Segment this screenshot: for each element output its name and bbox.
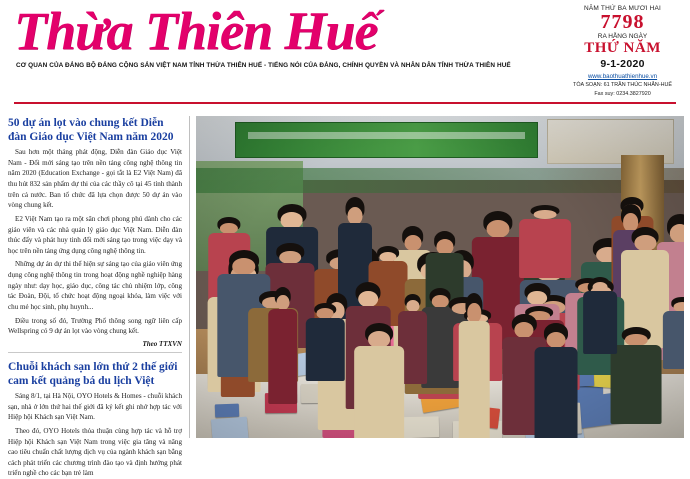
masthead-right: [563, 4, 682, 98]
person-torso: [519, 219, 571, 278]
crowd-person: [535, 323, 578, 438]
person-torso: [583, 291, 617, 354]
person-torso: [535, 347, 578, 438]
person-torso: [459, 321, 490, 438]
expo-crowd-photo: [196, 116, 684, 438]
article-1-paragraph-1: Sau hơn một tháng phát động, Diễn đàn Giáo dục Việt Nam - Đổi mới sáng tạo trên nền tảng công nghệ thông tin năm 2020 (Education Exchange - gọi tắt là E2 Việt Nam) đã thu hút 832 sản phẩm dự thi của các thầy cô tại 45 tỉnh thành trên cả nước. Ban tổ chức đã lựa chọn được 50 dự án vào vòng chung kết.: [8, 148, 182, 210]
article-divider: [8, 352, 182, 353]
article-column: [8, 116, 190, 478]
page-title: Thừa Thiên Huế: [14, 1, 378, 61]
person-head: [670, 224, 684, 243]
person-head: [276, 295, 289, 310]
crowd-person: [663, 297, 684, 368]
crowd-person: [583, 277, 617, 354]
person-head: [547, 332, 566, 348]
issue-date: 9-1-2020: [600, 57, 645, 70]
person-head: [635, 235, 656, 251]
crowd-person: [459, 293, 490, 438]
crowd-person: [354, 323, 404, 438]
crowd-person: [611, 327, 662, 424]
masthead-subtitle: CƠ QUAN CỦA ĐẢNG BỘ ĐẢNG CỘNG SẢN VIỆT NAM TỈNH THỪA THIÊN HUẾ - TIẾNG NÓI CỦA ĐẢNG, CHÍNH QUYỀN VÀ NHÂN DÂN TỈNH THỪA THIÊN HUẾ: [16, 62, 511, 70]
office-fax: Fax suy: 0234.3827920: [594, 91, 651, 98]
article-1-paragraph-4: Điều trong số đó, Trường Phổ thông song ngữ liên cấp Wellspring có 9 dự án lọt vào vòng chung kết.: [8, 316, 182, 336]
office-address: TÒA SOẠN: 61 TRẦN THÚC NHẪN-HUẾ: [573, 81, 672, 88]
person-head: [515, 322, 534, 338]
article-1-paragraph-3: Những dự án dự thi thể hiện sự sáng tạo của giáo viên ứng dụng công nghệ thông tin trong hoạt động nghề nghiệp hàng ngày như: dạy học, giáo dục, công tác chủ nhiệm lớp, công tác Đoàn, Đội, tổ chức hoạt động ngoại khóa, làm việc với chu mẻ học sinh, phụ huynh...: [8, 260, 182, 311]
person-head: [358, 291, 378, 308]
person-head: [368, 331, 390, 347]
article-1-byline: Theo TTXVN: [142, 339, 182, 348]
photo-column: [196, 116, 684, 438]
person-head: [279, 251, 301, 265]
person-head: [486, 220, 509, 238]
masthead-divider: [14, 102, 676, 104]
website-link[interactable]: www.baothuathienhue.vn: [587, 72, 658, 80]
volume-label: NĂM THỨ BA MƯƠI HAI: [584, 5, 662, 12]
person-head: [528, 291, 548, 305]
issue-number: 7798: [600, 11, 645, 33]
masthead-left: [8, 1, 563, 70]
person-torso: [268, 309, 298, 404]
person-torso: [354, 346, 404, 438]
person-torso: [611, 345, 662, 424]
person-head: [232, 258, 255, 275]
crowd-person: [519, 205, 571, 278]
page-content: [0, 112, 690, 478]
person-head: [347, 207, 362, 225]
article-2-paragraph-2: Theo đó, OYO Hotels thỏa thuận cùng hợp tác và hỗ trợ Hiệp hội Khách sạn Việt Nam trong việc gia tăng và nâng cao tiêu chuẩn chất lượng dịch vụ của ngành khách sạn bằng cách phát triển các chương trình đào tạo và định hướng phát triển nghề cho các bạn trẻ làm: [8, 426, 182, 478]
article-1-headline[interactable]: 50 dự án lọt vào chung kết Diễn đàn Giáo dục Việt Nam năm 2020: [8, 117, 174, 144]
crowd-person: [268, 287, 298, 405]
article-2-paragraph-1: Sáng 8/1, tại Hà Nội, OYO Hotels & Homes - chuỗi khách sạn, nhà ở lớn thứ hai thế giới đã ký kết ghi nhớ hợp tác với Hiệp hội Khách sạn Việt Nam.: [8, 391, 182, 422]
person-head: [280, 212, 303, 228]
person-torso: [663, 311, 684, 369]
person-torso: [306, 318, 344, 381]
masthead: [0, 0, 690, 112]
frequency-label: RA HẰNG NGÀY: [597, 33, 648, 40]
article-1-paragraph-2: E2 Việt Nam tạo ra một sân chơi phong phú dành cho các giáo viên và các nhà quản lý giáo dục Việt Nam. Diễn đàn thúc đẩy và phát huy tinh đổi mới sáng tạo trong việc dạy và học trên nền tảng ứng dụng công nghệ thông tin.: [8, 214, 182, 255]
person-head: [468, 303, 481, 322]
person-head: [436, 239, 453, 254]
article-2-headline[interactable]: Chuỗi khách sạn lớn thứ 2 thế giới cam kết quảng bá du lịch Việt: [8, 360, 178, 387]
weekday-label: THỨ NĂM: [584, 40, 661, 56]
crowd-person: [306, 303, 344, 381]
